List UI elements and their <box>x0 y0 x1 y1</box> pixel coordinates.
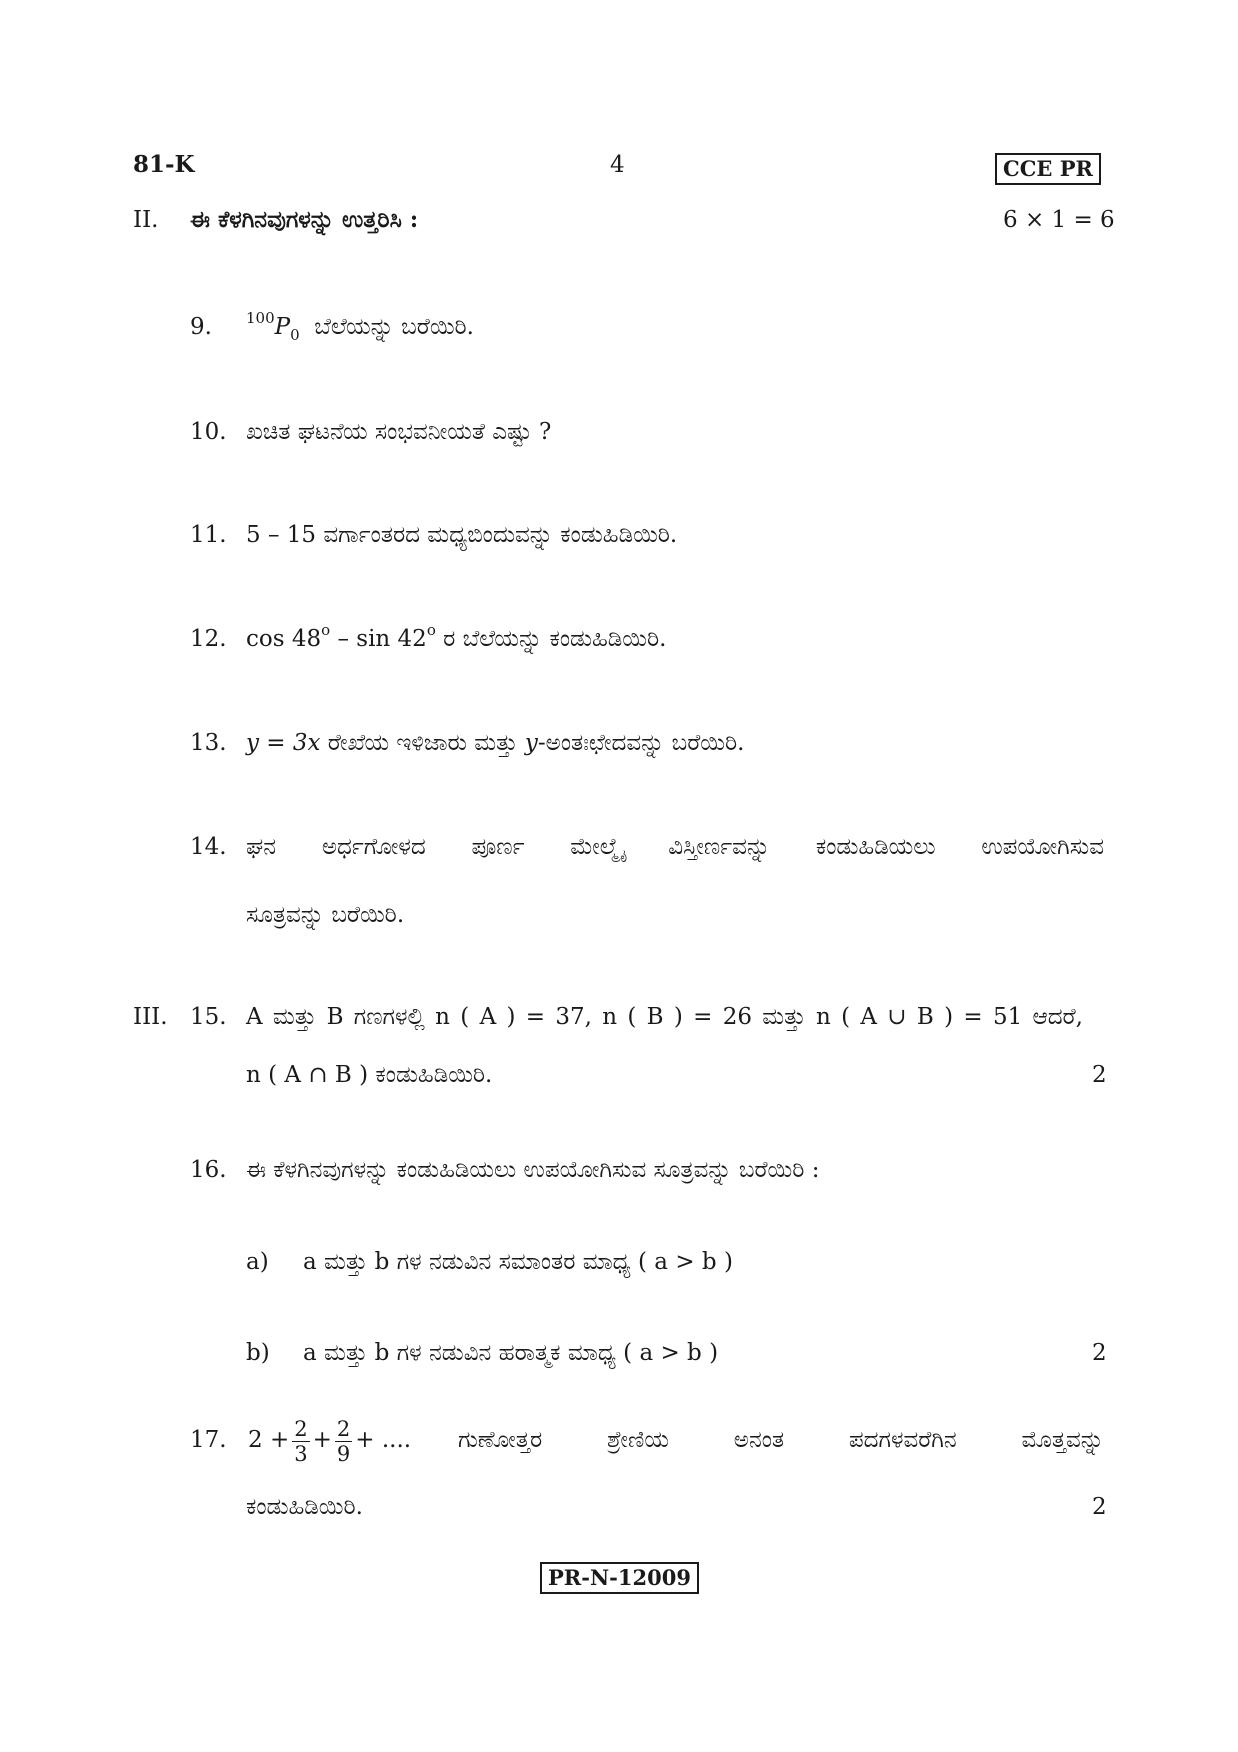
question-10-text: ಖಚಿತ ಘಟನೆಯ ಸಂಭವನೀಯತೆ ಎಷ್ಟು ? <box>246 419 552 445</box>
page-number: 4 <box>610 152 625 178</box>
question-10-number: 10. <box>190 419 227 445</box>
section-2-instruction: ಈ ಕೆಳಗಿನವುಗಳನ್ನು ಉತ್ತರಿಸಿ : <box>190 206 419 233</box>
series-plus: + <box>312 1427 332 1453</box>
question-12 <box>246 621 667 656</box>
permutation-subscript: 0 <box>290 326 300 344</box>
question-17-number: 17. <box>190 1427 227 1453</box>
question-16-text: ಈ ಕೆಳಗಿನವುಗಳನ್ನು ಕಂಡುಹಿಡಿಯಲು ಉಪಯೋಗಿಸುವ ಸೂತ್ರವನ್ನು ಬರೆಯಿರಿ : <box>246 1157 820 1183</box>
section-3-roman: III. <box>133 1004 168 1030</box>
question-14-number: 14. <box>190 834 227 860</box>
word: ಪದಗಳವರೆಗಿನ <box>848 1427 957 1453</box>
question-9-text: ಬೆಲೆಯನ್ನು ಬರೆಯಿರಿ. <box>314 314 474 340</box>
header-badge: CCE PR <box>995 153 1101 185</box>
fraction-numerator: 2 <box>336 1416 351 1441</box>
fraction-denominator: 3 <box>294 1441 308 1466</box>
question-16-number: 16. <box>190 1157 227 1183</box>
word: ಶ್ರೇಣಿಯ <box>606 1427 669 1453</box>
word: ಮೊತ್ತವನ್ನು <box>1021 1427 1104 1453</box>
cos-term: cos 48 <box>246 626 322 652</box>
fraction-denominator: 9 <box>336 1441 351 1466</box>
question-13-number: 13. <box>190 730 227 756</box>
word: ಘನ <box>246 834 277 860</box>
section-2-marks: 6 × 1 = 6 <box>1003 207 1115 233</box>
series-lead: 2 + <box>248 1427 290 1453</box>
fraction-numerator: 2 <box>294 1416 308 1441</box>
question-14-line-2: ಸೂತ್ರವನ್ನು ಬರೆಯಿರಿ. <box>246 902 405 928</box>
series-tail: + .... <box>355 1427 412 1453</box>
question-13 <box>246 728 744 758</box>
word: ಅರ್ಧಗೋಳದ <box>321 834 426 860</box>
degree-mark: o <box>321 621 331 639</box>
question-13-text-2: -ಅಂತಃಛೇದವನ್ನು ಬರೆಯಿರಿ. <box>537 730 745 756</box>
fraction-two-thirds <box>292 1417 309 1466</box>
question-17-line-2: ಕಂಡುಹಿಡಿಯಿರಿ. <box>246 1494 363 1520</box>
question-17-marks: 2 <box>1092 1494 1107 1520</box>
word: ಕಂಡುಹಿಡಿಯಲು <box>815 834 936 860</box>
question-15-line-2: n ( A ∩ B ) ಕಂಡುಹಿಡಿಯಿರಿ. <box>246 1062 493 1088</box>
question-16-marks: 2 <box>1092 1340 1107 1366</box>
question-9-number: 9. <box>190 314 212 340</box>
question-15-marks: 2 <box>1092 1062 1107 1088</box>
geometric-series-expression <box>248 1403 411 1477</box>
question-14-line-1 <box>246 832 1104 862</box>
permutation-superscript: 100 <box>246 309 275 327</box>
question-17-line-1-words <box>458 1425 1104 1455</box>
question-16a-label: a) <box>246 1249 269 1275</box>
word: ಮೇಲ್ಮೈ <box>570 834 623 860</box>
question-16b-label: b) <box>246 1340 270 1366</box>
degree-mark: o <box>426 621 436 639</box>
question-16b-text: a ಮತ್ತು b ಗಳ ನಡುವಿನ ಹರಾತ್ಮಕ ಮಾಧ್ಯ ( a > b ) <box>303 1340 719 1366</box>
axis-variable: y <box>524 730 538 756</box>
word: ಪೂರ್ಣ <box>471 834 525 860</box>
question-11-text: 5 – 15 ವರ್ಗಾಂತರದ ಮಧ್ಯಬಿಂದುವನ್ನು ಕಂಡುಹಿಡಿಯಿರಿ. <box>246 522 678 548</box>
word: ಗುಣೋತ್ತರ <box>458 1427 543 1453</box>
question-15-number: 15. <box>190 1004 227 1030</box>
paper-code: 81-K <box>133 151 195 178</box>
word: ಅನಂತ <box>733 1427 785 1453</box>
sin-term: – sin 42 <box>330 626 427 652</box>
question-11-number: 11. <box>190 522 227 548</box>
word: ವಿಸ್ತೀರ್ಣವನ್ನು <box>668 834 771 860</box>
section-2-roman: II. <box>133 207 159 233</box>
word: ಉಪಯೋಗಿಸುವ <box>981 834 1104 860</box>
question-12-number: 12. <box>190 626 227 652</box>
question-16a-text: a ಮತ್ತು b ಗಳ ನಡುವಿನ ಸಮಾಂತರ ಮಾಧ್ಯ ( a > b ) <box>303 1249 733 1275</box>
question-9 <box>246 309 474 344</box>
question-13-text-1: ರೇಖೆಯ ಇಳಿಜಾರು ಮತ್ತು <box>320 730 525 756</box>
line-equation: y = 3x <box>246 730 321 756</box>
footer-code: PR-N-12009 <box>540 1562 699 1594</box>
question-12-text: ರ ಬೆಲೆಯನ್ನು ಕಂಡುಹಿಡಿಯಿರಿ. <box>435 626 667 652</box>
question-15-line-1: A ಮತ್ತು B ಗಣಗಳಲ್ಲಿ n ( A ) = 37, n ( B ) = 26 ಮತ್ತು n ( A ∪ B ) = 51 ಆದರೆ, <box>246 1004 1083 1030</box>
fraction-two-ninths <box>335 1417 352 1466</box>
permutation-symbol: P <box>274 314 291 340</box>
